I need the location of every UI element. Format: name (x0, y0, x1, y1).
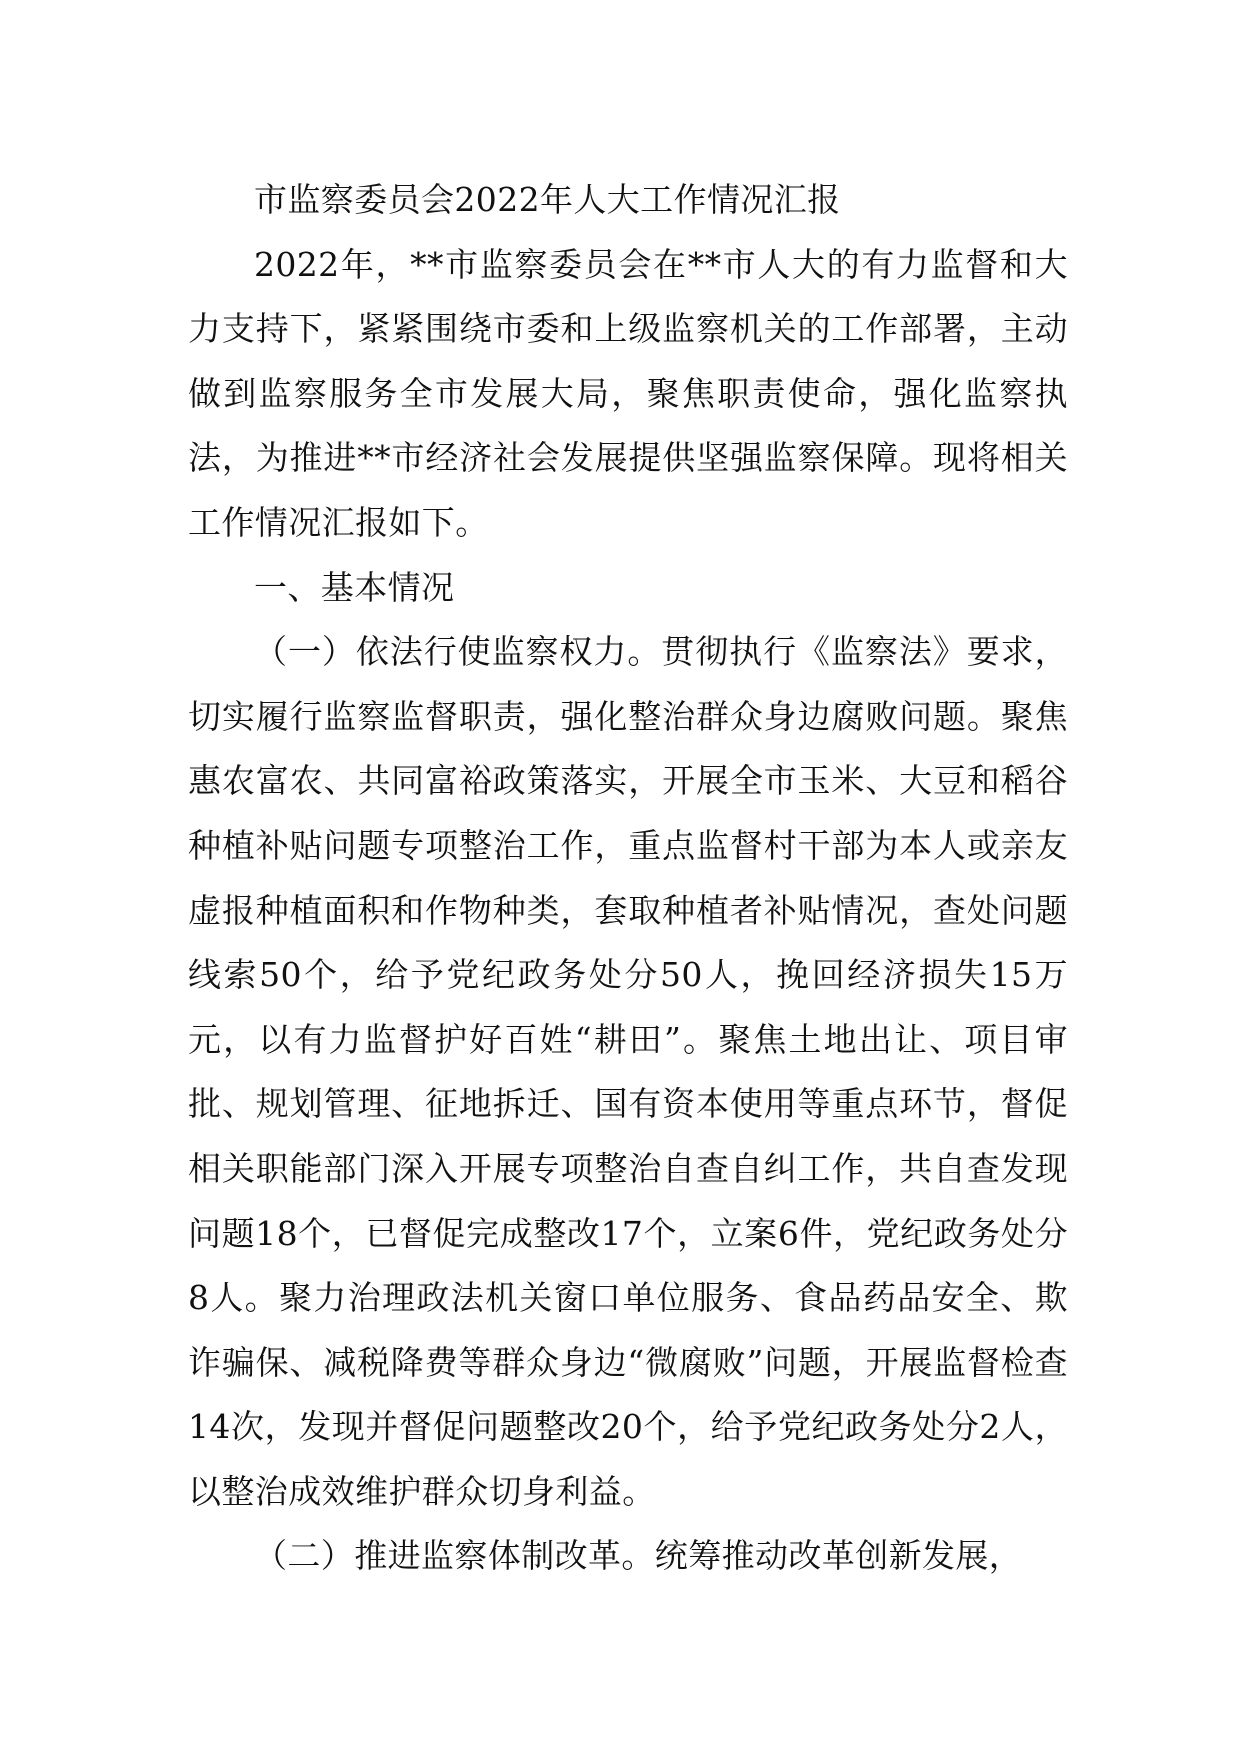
subsection-paragraph-1: （一）依法行使监察权力。贯彻执行《监察法》要求，切实履行监察监督职责，强化整治群众身边腐败问题。聚焦惠农富农、共同富裕政策落实，开展全市玉米、大豆和稻谷种植补贴问题专项整治工作，重点监督村干部为本人或亲友虚报种植面积和作物种类，套取种植者补贴情况，查处问题线索50个，给予党纪政务处分50人，挽回经济损失15万元，以有力监督护好百姓“耕田”。聚焦土地出让、项目审批、规划管理、征地拆迁、国有资本使用等重点环节，督促相关职能部门深入开展专项整治自查自纠工作，共自查发现问题18个，已督促完成整改17个，立案6件，党纪政务处分8人。聚力治理政法机关窗口单位服务、食品药品安全、欺诈骗保、减税降费等群众身边“微腐败”问题，开展监督检查14次，发现并督促问题整改20个，给予党纪政务处分2人，以整治成效维护群众切身利益。 (188, 632, 1068, 1511)
document-title: 市监察委员会2022年人大工作情况汇报 (254, 180, 841, 219)
document-body (188, 168, 1068, 1589)
subsection-paragraph-2: （二）推进监察体制改革。统筹推动改革创新发展， (254, 1536, 1023, 1576)
section-heading-basic: 一、基本情况 (254, 567, 455, 607)
intro-paragraph: 2022年，**市监察委员会在**市人大的有力监督和大力支持下，紧紧围绕市委和上级监察机关的工作部署，主动做到监察服务全市发展大局，聚焦职责使命，强化监察执法，为推进**市经济社会发展提供坚强监察保障。现将相关工作情况汇报如下。 (188, 244, 1068, 542)
